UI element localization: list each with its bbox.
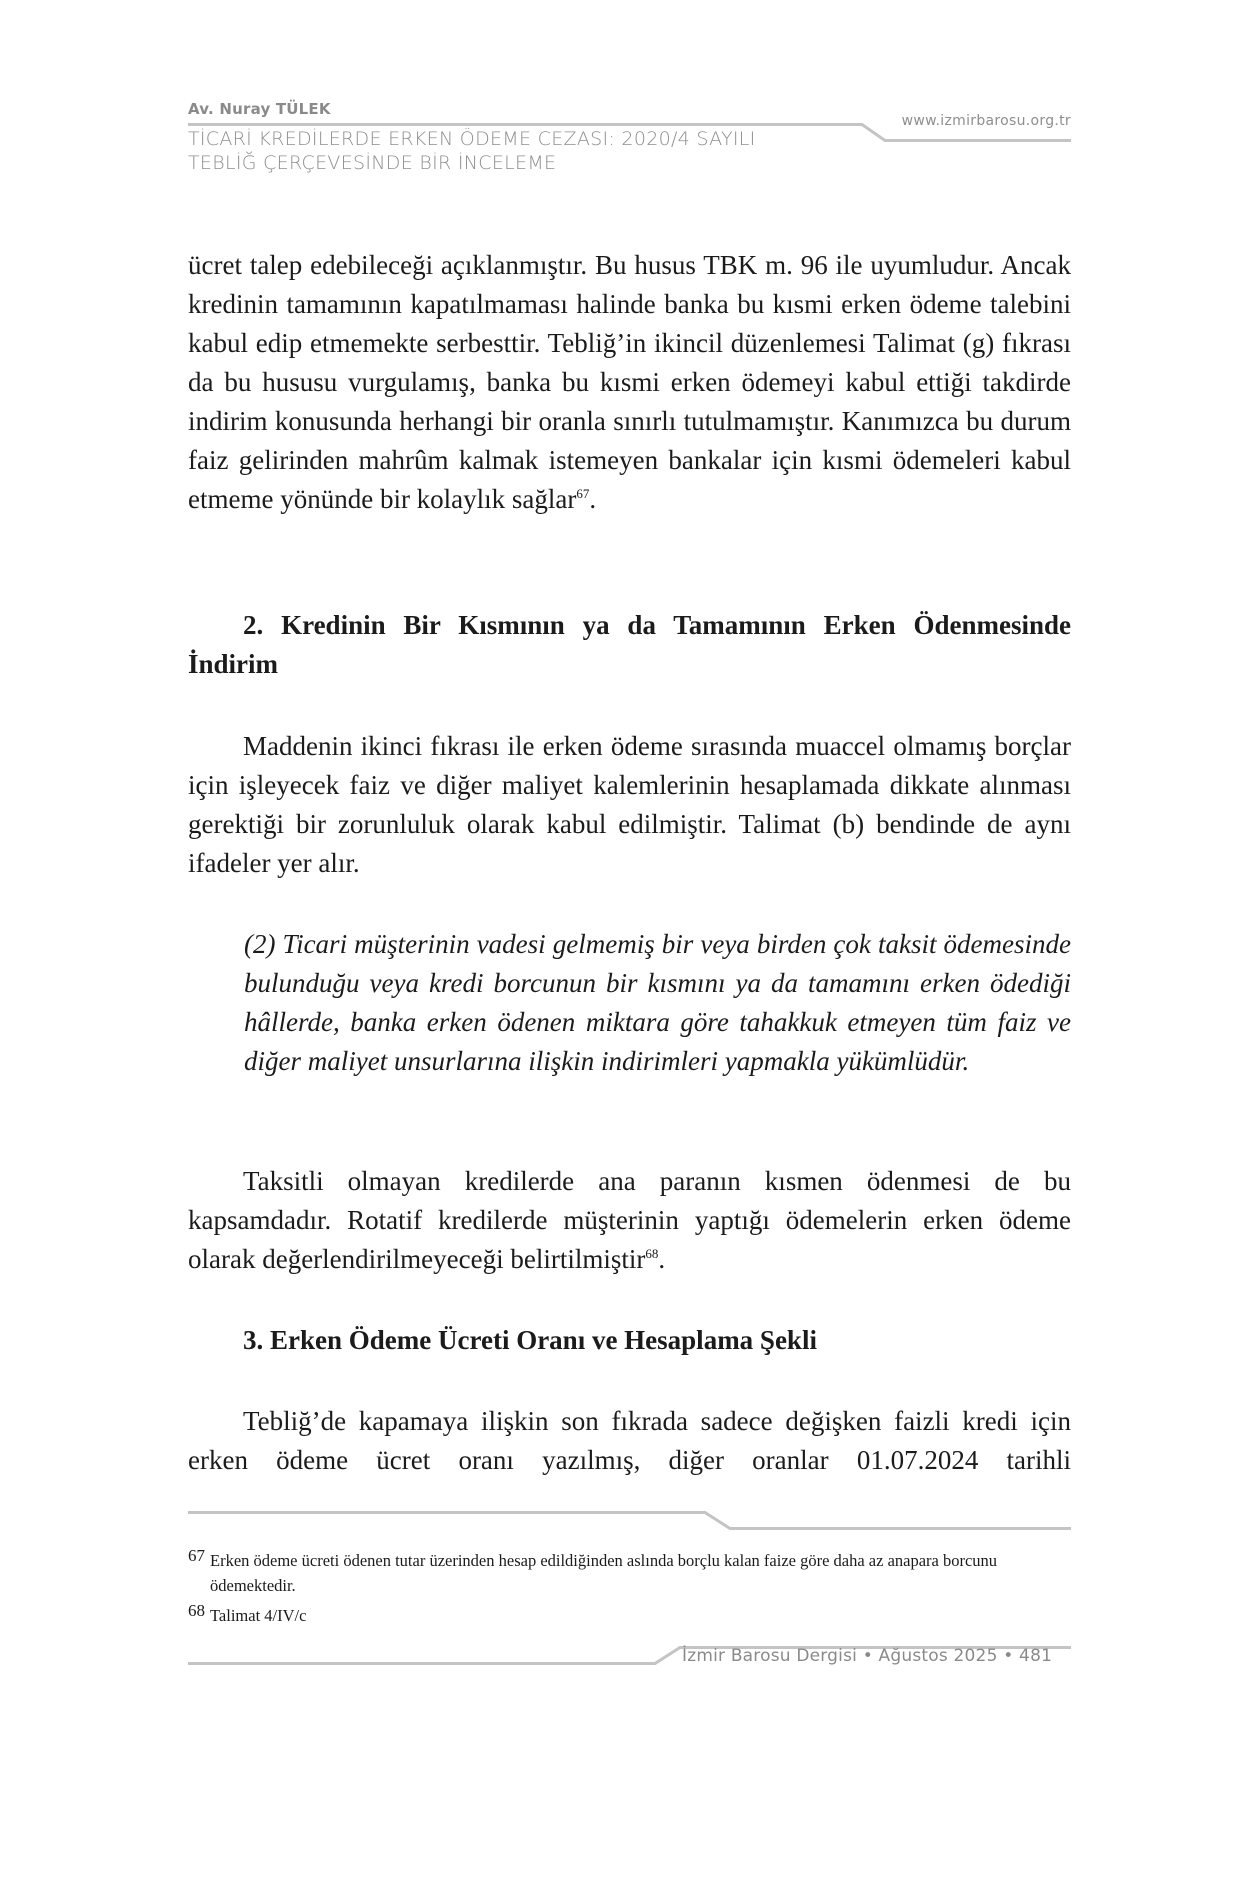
- footnote-number: 68: [188, 1601, 205, 1620]
- page-number: 481: [1019, 1646, 1053, 1666]
- footnote-text: Erken ödeme ücreti ödenen tutar üzerinden hesap edildiğinden aslında borçlu kalan faize göre daha az anapara borcunu ödemektedir.: [210, 1551, 998, 1595]
- header-title-line-1: TİCARİ KREDİLERDE ERKEN ÖDEME CEZASI: 2020/4 SAYILI: [188, 128, 756, 150]
- paragraph-2-text: Maddenin ikinci fıkrası ile erken ödeme sırasında muaccel olmamış borçlar için işleyecek faiz ve diğer maliyet kalemlerinin hesaplamada dikkate alınması gerektiği bir zorunluluk olarak kabul edilmiştir. Talimat (b) bendinde de aynı ifadeler yer alır.: [188, 731, 1071, 878]
- section-heading-3-text: 3. Erken Ödeme Ücreti Oranı ve Hesaplama Şekli: [243, 1325, 817, 1355]
- section-heading-2-text: 2. Kredinin Bir Kısmının ya da Tamamının Erken Ödenmesinde İndirim: [188, 610, 1071, 679]
- footer-separator: •: [1003, 1646, 1014, 1666]
- paragraph-1: [188, 246, 1071, 519]
- header-author: Av. Nuray TÜLEK: [188, 100, 331, 118]
- block-quote: [244, 925, 1071, 1081]
- section-heading-3: [188, 1321, 1071, 1360]
- header-article-title: [188, 127, 756, 175]
- section-heading-2: [188, 606, 1071, 684]
- paragraph-1-end: .: [589, 484, 597, 514]
- footnote-67: [188, 1548, 1071, 1598]
- footnote-ref-67[interactable]: 67: [576, 486, 590, 501]
- footnote-ref-68[interactable]: 68: [645, 1246, 659, 1261]
- paragraph-2: [188, 727, 1071, 883]
- footer-separator: •: [862, 1646, 873, 1666]
- paragraph-3: [188, 1162, 1071, 1279]
- footnotes: [188, 1548, 1071, 1633]
- footer-issue-date: Ağustos 2025: [878, 1646, 998, 1666]
- header-website-link[interactable]: www.izmirbarosu.org.tr: [901, 113, 1071, 129]
- paragraph-3-end: .: [658, 1244, 666, 1274]
- paragraph-3-text: Taksitli olmayan kredilerde ana paranın kısmen ödenmesi de bu kapsamdadır. Rotatif kredilerde müşterinin yaptığı ödemelerin erken ödeme olarak değerlendirilmeyeceği belirtilmiştir: [188, 1166, 1071, 1274]
- footnote-text: Talimat 4/IV/c: [210, 1606, 307, 1625]
- block-quote-text: (2) Ticari müşterinin vadesi gelmemiş bir veya birden çok taksit ödemesinde bulunduğu veya kredi borcunun bir kısmını ya da tamamını erken ödediği hâllerde, banka erken ödenen miktara göre tahakkuk etmeyen tüm faiz ve diğer maliyet unsurlarına ilişkin indirimleri yapmakla yükümlüdür.: [244, 929, 1071, 1076]
- footer: [682, 1646, 1052, 1666]
- footer-journal-name: İzmir Barosu Dergisi: [682, 1646, 858, 1666]
- footnote-68: [188, 1603, 1071, 1628]
- footnote-number: 67: [188, 1546, 205, 1565]
- paragraph-4-text: Tebliğ’de kapamaya ilişkin son fıkrada sadece değişken faizli kredi için erken ödeme ücret oranı yazılmış, diğer oranlar 01.07.2024 tarihli: [188, 1406, 1071, 1475]
- header-title-line-2: TEBLİĞ ÇERÇEVESİNDE BİR İNCELEME: [188, 152, 557, 174]
- paragraph-1-text: ücret talep edebileceği açıklanmıştır. Bu husus TBK m. 96 ile uyumludur. Ancak kredinin tamamının kapatılmaması halinde banka bu kısmi erken ödeme talebini kabul edip etmemekte serbesttir. Tebliğ’in ikincil düzenlemesi Talimat (g) fıkrası da bu hususu vurgulamış, banka bu kısmi erken ödemeyi kabul ettiği takdirde indirim konusunda herhangi bir oranla sınırlı tutulmamıştır. Kanımızca bu durum faiz gelirinden mahrûm kalmak istemeyen bankalar için kısmi ödemeleri kabul etmeme yönünde bir kolaylık sağlar: [188, 250, 1071, 514]
- paragraph-4: [188, 1402, 1071, 1480]
